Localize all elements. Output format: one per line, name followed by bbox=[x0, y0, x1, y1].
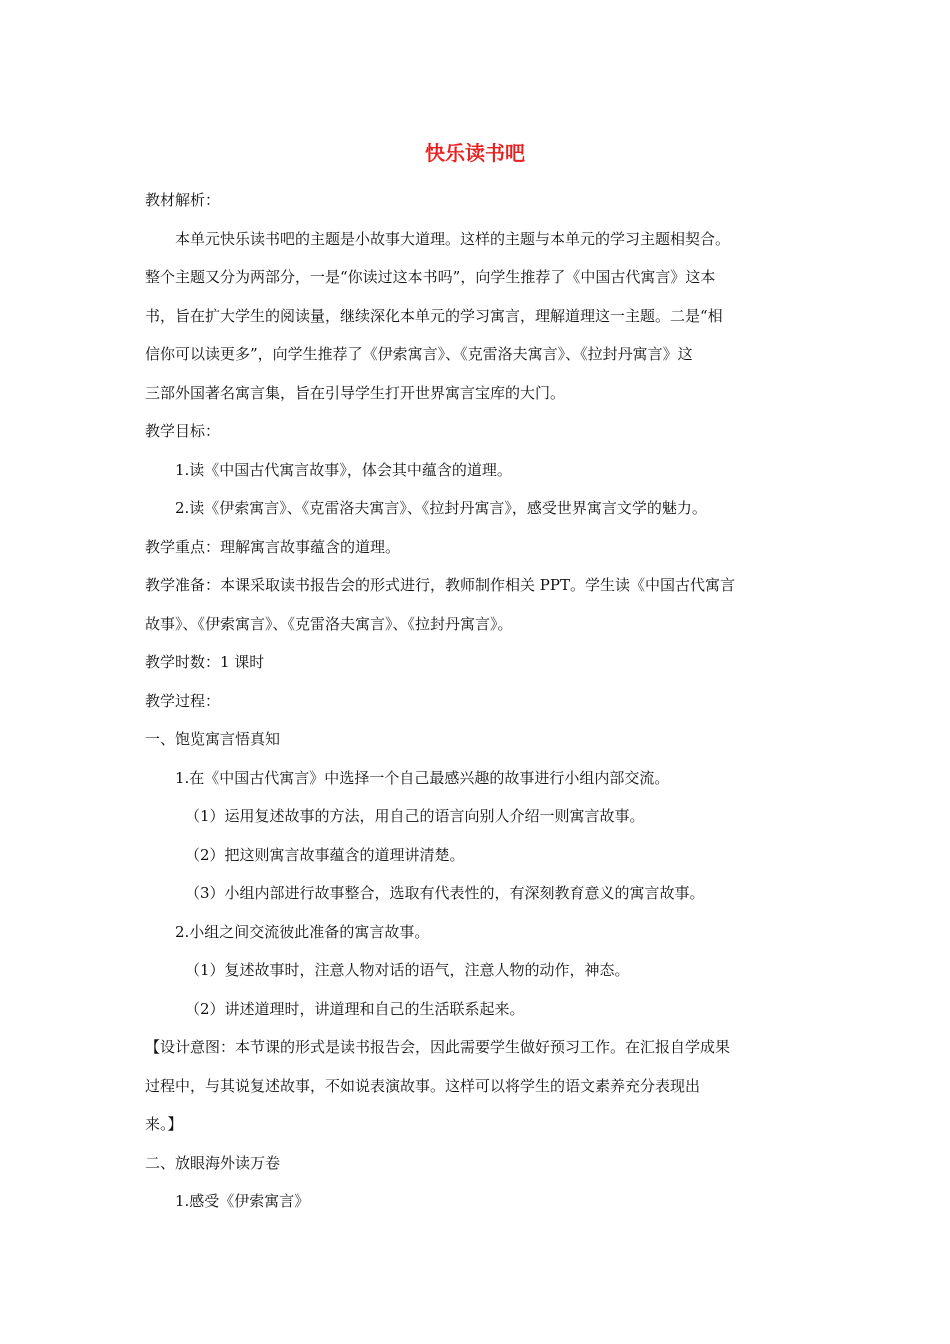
sub-list-item: （2）把这则寓言故事蕴含的道理讲清楚。 bbox=[185, 846, 465, 864]
list-item: 2.读《伊索寓言》、《克雷洛夫寓言》、《拉封丹寓言》，感受世界寓言文学的魅力。 bbox=[175, 499, 707, 517]
design-intent-line: 来。】 bbox=[145, 1115, 183, 1133]
paragraph-line: 整个主题又分为两部分，一是“你读过这本书吗”，向学生推荐了《中国古代寓言》这本 bbox=[145, 268, 716, 286]
paragraph-line: 三部外国著名寓言集，旨在引导学生打开世界寓言宝库的大门。 bbox=[145, 384, 566, 402]
paragraph-line: 本单元快乐读书吧的主题是小故事大道理。这样的主题与本单元的学习主题相契合。 bbox=[175, 230, 731, 248]
section-heading-process: 教学过程： bbox=[145, 692, 221, 710]
list-item: 1.感受《伊索寓言》 bbox=[175, 1192, 310, 1210]
paragraph-line: 故事》、《伊索寓言》、《克雷洛夫寓言》、《拉封丹寓言》。 bbox=[145, 615, 513, 633]
section-heading-hours: 教学时数：1 课时 bbox=[145, 653, 265, 671]
sub-list-item: （1）复述故事时，注意人物对话的语气，注意人物的动作，神态。 bbox=[185, 961, 630, 979]
list-item: 2.小组之间交流彼此准备的寓言故事。 bbox=[175, 923, 430, 941]
section-heading-materials: 教材解析： bbox=[145, 191, 221, 209]
sub-list-item: （3）小组内部进行故事整合，选取有代表性的，有深刻教育意义的寓言故事。 bbox=[185, 884, 705, 902]
sub-list-item: （2）讲述道理时，讲道理和自己的生活联系起来。 bbox=[185, 1000, 525, 1018]
list-item: 1.读《中国古代寓言故事》，体会其中蕴含的道理。 bbox=[175, 461, 512, 479]
design-intent-line: 【设计意图：本节课的形式是读书报告会，因此需要学生做好预习工作。在汇报自学成果 bbox=[145, 1038, 731, 1056]
section-heading-part-two: 二、放眼海外读万卷 bbox=[145, 1154, 281, 1172]
design-intent-line: 过程中，与其说复述故事，不如说表演故事。这样可以将学生的语文素养充分表现出 bbox=[145, 1077, 701, 1095]
section-heading-goals: 教学目标： bbox=[145, 422, 221, 440]
page-title: 快乐读书吧 bbox=[425, 141, 525, 165]
section-heading-focus: 教学重点：理解寓言故事蕴含的道理。 bbox=[145, 538, 401, 556]
list-item: 1.在《中国古代寓言》中选择一个自己最感兴趣的故事进行小组内部交流。 bbox=[175, 769, 670, 787]
paragraph-line: 信你可以读更多”，向学生推荐了《伊索寓言》、《克雷洛夫寓言》、《拉封丹寓言》这 bbox=[145, 345, 693, 363]
paragraph-line: 教学准备：本课采取读书报告会的形式进行，教师制作相关 PPT。学生读《中国古代寓言 bbox=[145, 576, 735, 594]
section-heading-part-one: 一、饱览寓言悟真知 bbox=[145, 730, 281, 748]
paragraph-line: 书，旨在扩大学生的阅读量，继续深化本单元的学习寓言，理解道理这一主题。二是“相 bbox=[145, 307, 723, 325]
sub-list-item: （1）运用复述故事的方法，用自己的语言向别人介绍一则寓言故事。 bbox=[185, 807, 645, 825]
